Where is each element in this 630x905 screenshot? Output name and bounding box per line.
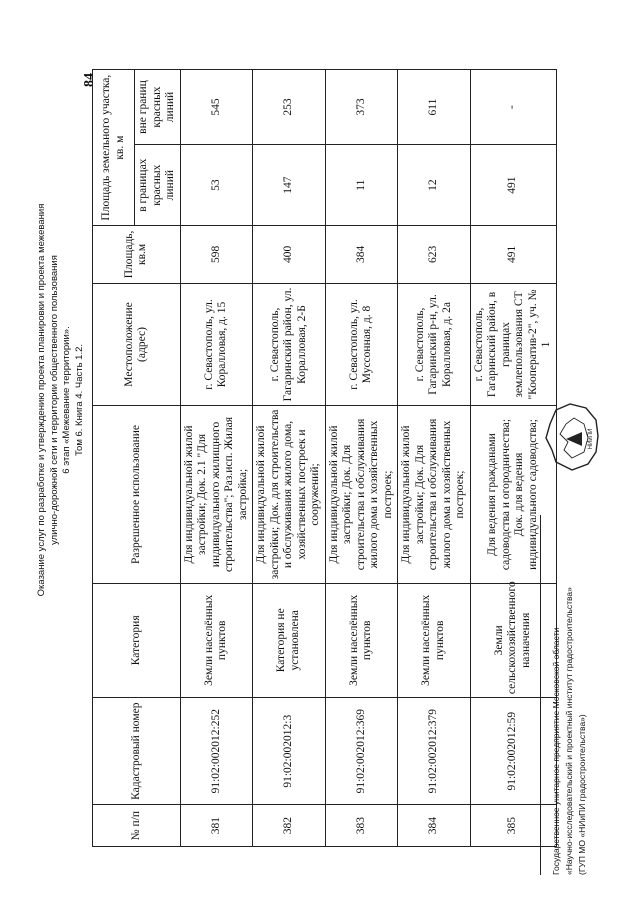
row-cadastral: 91:02:002012:3 bbox=[253, 698, 326, 805]
row-category: Категория не установлена bbox=[253, 583, 326, 698]
col-header-cadastral: Кадастровый номер bbox=[93, 698, 181, 805]
row-num: 384 bbox=[398, 805, 471, 847]
row-use: Для индивидуальной жилой застройки; Док. Для строительства и обслуживания жилого дома и хозяйственных построек; bbox=[325, 406, 398, 583]
row-outside: - bbox=[470, 70, 556, 145]
row-use: Для индивидуальной жилой застройки; Док. Для строительства и обслуживания жилого дома и хозяйственных построек; bbox=[398, 406, 471, 583]
col-header-area: Площадь, кв.м bbox=[93, 226, 181, 283]
header-line-2: улично-дорожной сети и территории общественного пользования bbox=[48, 255, 60, 545]
row-cadastral: 91:02:002012:59 bbox=[470, 698, 556, 805]
table-row bbox=[398, 70, 471, 847]
page-number: 84 bbox=[82, 73, 97, 87]
row-area: 384 bbox=[325, 226, 398, 283]
row-inside: 11 bbox=[325, 145, 398, 226]
row-num: 385 bbox=[470, 805, 556, 847]
row-cadastral: 91:02:002012:379 bbox=[398, 698, 471, 805]
row-inside: 491 bbox=[470, 145, 556, 226]
footer-line-3: (ГУП МО «НИиПИ градостроительства») bbox=[577, 714, 587, 875]
table-row bbox=[325, 70, 398, 847]
footer-rule bbox=[540, 515, 541, 875]
row-area: 598 bbox=[180, 226, 253, 283]
row-location: г. Севастополь, Гагаринский р-н, ул. Коралловая, д. 2а bbox=[398, 283, 471, 406]
header-line-3: 6 этап «Межевание территории». bbox=[61, 326, 72, 474]
row-inside: 147 bbox=[253, 145, 326, 226]
institute-logo-icon bbox=[542, 398, 602, 480]
col-header-location: Местоположение (адрес) bbox=[93, 283, 181, 406]
row-num: 382 bbox=[253, 805, 326, 847]
col-header-plot-area: Площадь земельного участка, кв. м bbox=[93, 70, 135, 226]
row-use: Для индивидуальной жилой застройки; Док. 2.1 "Для индивидуального жилищного строительства"; Раз.исп. Жилая застройка; bbox=[180, 406, 253, 583]
col-header-outside: вне границ красных линий bbox=[135, 70, 181, 145]
table-row bbox=[253, 70, 326, 847]
row-cadastral: 91:02:002012:252 bbox=[180, 698, 253, 805]
col-header-category: Категория bbox=[93, 583, 181, 698]
row-outside: 545 bbox=[180, 70, 253, 145]
row-inside: 12 bbox=[398, 145, 471, 226]
logo-text: НИиПИ bbox=[588, 428, 594, 450]
col-header-permitted-use: Разрешенное использование bbox=[93, 406, 181, 583]
land-plot-table bbox=[92, 69, 557, 847]
row-location: г. Севастополь, Гагаринский район, ул. Коралловая, 2-Б bbox=[253, 283, 326, 406]
row-category: Земли сельскохозяйственного назначения bbox=[470, 583, 556, 698]
row-use: Для индивидуальной жилой застройки; Док. для строительства и обслуживания жилого дома, хозяйственных построек и сооружений; bbox=[253, 406, 326, 583]
col-header-inside: в границах красных линий bbox=[135, 145, 181, 226]
col-header-num: № п/п bbox=[93, 805, 181, 847]
footer-line-1: Государственное унитарное предприятие Московской области bbox=[551, 627, 561, 875]
row-location: г. Севастополь, ул. Коралловая, д. 15 bbox=[180, 283, 253, 406]
header-line-4: Том 6. Книга 4. Часть 1.2. bbox=[73, 343, 85, 457]
row-num: 381 bbox=[180, 805, 253, 847]
row-category: Земли населённых пунктов bbox=[325, 583, 398, 698]
row-location: г. Севастополь, Гагаринский район, в границах землепользования СТ "Кооператив-2", уч. № 1 bbox=[470, 283, 556, 406]
header-line-1: Оказание услуг по разработке и утверждению проекта планировки и проекта межевания bbox=[36, 203, 47, 597]
row-category: Земли населённых пунктов bbox=[180, 583, 253, 698]
row-area: 623 bbox=[398, 226, 471, 283]
row-num: 383 bbox=[325, 805, 398, 847]
row-use: Для ведения гражданами садоводства и огородничества; Док. для ведения индивидуального садоводства; bbox=[470, 406, 556, 583]
row-outside: 253 bbox=[253, 70, 326, 145]
row-location: г. Севастополь, ул. Муссонная, д. 8 bbox=[325, 283, 398, 406]
row-outside: 611 bbox=[398, 70, 471, 145]
footer-text bbox=[550, 587, 589, 875]
row-outside: 373 bbox=[325, 70, 398, 145]
row-category: Земли населённых пунктов bbox=[398, 583, 471, 698]
row-area: 491 bbox=[470, 226, 556, 283]
row-inside: 53 bbox=[180, 145, 253, 226]
row-cadastral: 91:02:002012:369 bbox=[325, 698, 398, 805]
row-area: 400 bbox=[253, 226, 326, 283]
footer-line-2: «Научно-исследовательский и проектный институт градостроительства» bbox=[564, 587, 574, 875]
table-row bbox=[180, 70, 253, 847]
document-header bbox=[36, 130, 86, 670]
